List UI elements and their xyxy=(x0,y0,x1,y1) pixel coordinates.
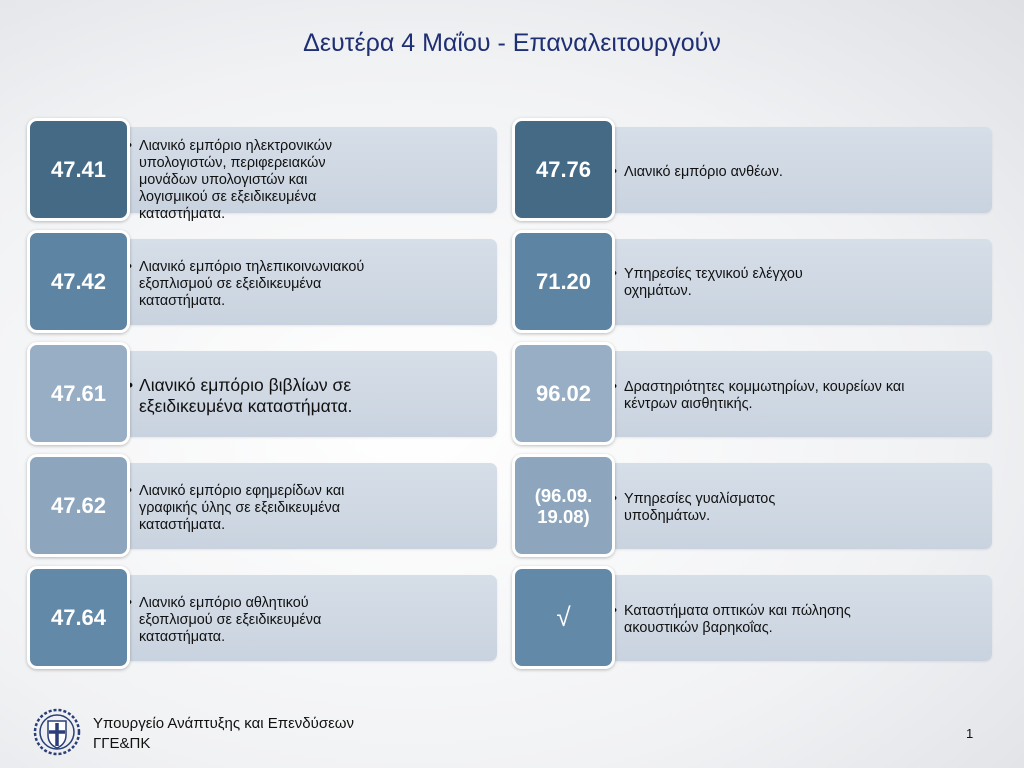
ministry-name: Υπουργείο Ανάπτυξης και Επενδύσεων xyxy=(93,715,354,732)
activity-description: • Δραστηριότητες κομμωτηρίων, κουρείων και κέντρων αισθητικής. xyxy=(612,379,914,413)
page-number: 1 xyxy=(966,726,974,741)
activity-code-box: √ xyxy=(512,566,615,669)
activity-entry xyxy=(27,566,497,666)
department-name: ΓΓΕ&ΠΚ xyxy=(93,735,151,752)
activity-description: • Λιανικό εμπόριο τηλεπικοινωνιακού εξοπλισμού σε εξειδικευμένα καταστήματα. xyxy=(127,259,374,310)
activity-description: • Λιανικό εμπόριο βιβλίων σε εξειδικευμένα καταστήματα. xyxy=(127,375,374,417)
activity-entry xyxy=(27,342,497,442)
activity-entry xyxy=(27,230,497,330)
activity-code-box: 47.41 xyxy=(27,118,130,221)
activity-code-box: 96.02 xyxy=(512,342,615,445)
greek-coat-of-arms-icon xyxy=(33,708,81,756)
activity-code-box: 47.64 xyxy=(27,566,130,669)
activity-entry xyxy=(27,454,497,554)
activity-code-box: 47.62 xyxy=(27,454,130,557)
activity-entry xyxy=(512,566,982,666)
activity-description: • Υπηρεσίες τεχνικού ελέγχου οχημάτων. xyxy=(612,266,859,300)
activity-description: • Υπηρεσίες γυαλίσματος υποδημάτων. xyxy=(612,491,859,525)
activity-description: • Λιανικό εμπόριο ηλεκτρονικών υπολογιστών, περιφερειακών μονάδων υπολογιστών και λογισμικού σε εξειδικευμένα καταστήματα. xyxy=(127,138,374,223)
activity-code-box: 71.20 xyxy=(512,230,615,333)
activity-description: • Καταστήματα οπτικών και πώλησης ακουστικών βαρηκοΐας. xyxy=(612,603,914,637)
activity-entry xyxy=(512,118,982,218)
activity-code-box: (96.09. 19.08) xyxy=(512,454,615,557)
activity-entry xyxy=(512,454,982,554)
activity-entry xyxy=(512,342,982,442)
slide-title: Δευτέρα 4 Μαΐου - Επαναλειτουργούν xyxy=(303,29,721,57)
activity-code-box: 47.76 xyxy=(512,118,615,221)
footer-ministry xyxy=(93,714,354,754)
activity-code-box: 47.42 xyxy=(27,230,130,333)
activity-entry xyxy=(27,118,497,222)
activity-description: • Λιανικό εμπόριο ανθέων. xyxy=(612,164,914,181)
activity-entry xyxy=(512,230,982,330)
activity-description: • Λιανικό εμπόριο εφημερίδων και γραφικής ύλης σε εξειδικευμένα καταστήματα. xyxy=(127,483,374,534)
activity-description: • Λιανικό εμπόριο αθλητικού εξοπλισμού σε εξειδικευμένα καταστήματα. xyxy=(127,595,374,646)
activity-code-box: 47.61 xyxy=(27,342,130,445)
